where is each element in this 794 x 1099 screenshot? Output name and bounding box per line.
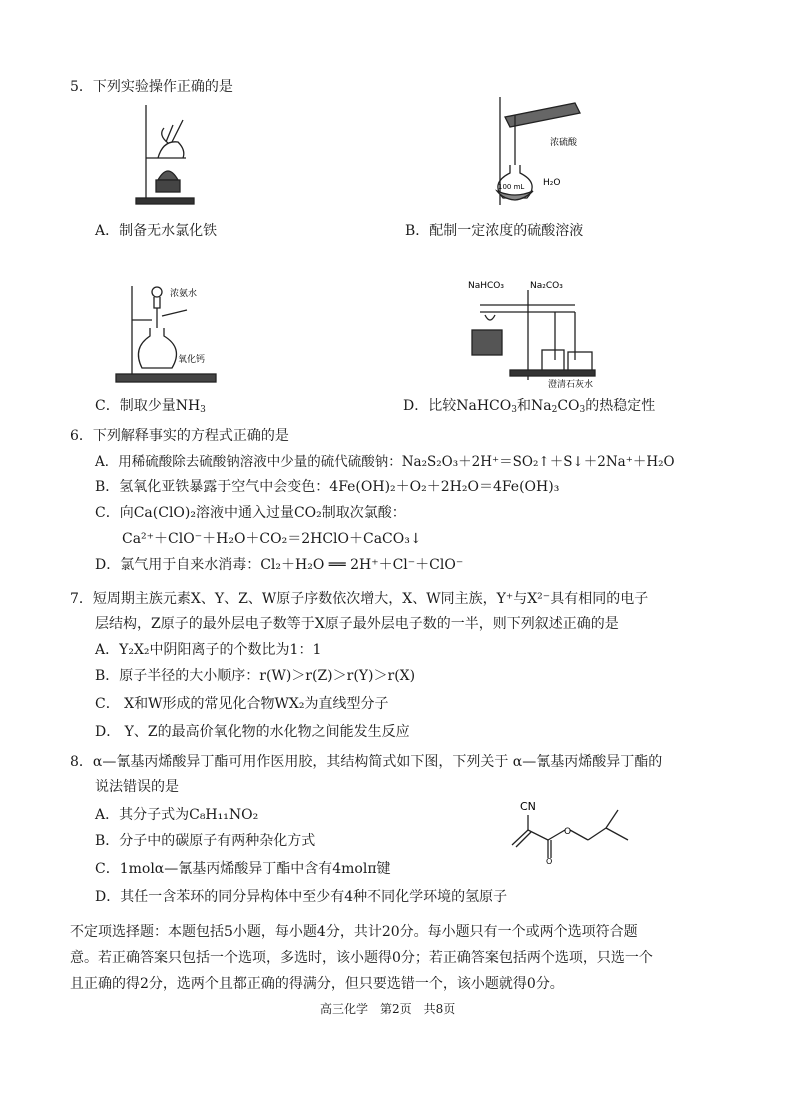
figure-b-label-volume: 100 mL	[498, 183, 525, 191]
instruction-line2: 意。若正确答案只包括一个选项，多选时，该小题得0分；若正确答案包括两个选项，只选一个	[70, 950, 653, 966]
q8-structure-label-cn: CN	[520, 800, 536, 813]
figure-c-label-cao: 氧化钙	[178, 355, 206, 365]
figure-d-thermal-stability-apparatus	[460, 270, 600, 390]
q8-option-d: D．其任一含苯环的同分异构体中至少有4种不同化学环境的氢原子	[95, 889, 508, 905]
figure-d-label-limewater: 澄清石灰水	[548, 380, 594, 390]
q6-option-b: B．氢氧化亚铁暴露于空气中会变色：4Fe(OH)₂＋O₂＋2H₂O＝4Fe(OH)₃	[95, 479, 560, 495]
q5-option-d: D．比较NaHCO$_3$和$Na_2CO_3$的热稳定性	[403, 398, 656, 415]
svg-text:O: O	[546, 857, 553, 865]
q6-option-c: C．向Ca(ClO)₂溶液中通入过量CO₂制取次氯酸：	[95, 505, 406, 521]
instruction-line3: 且正确的得2分，选两个且都正确的得满分，但只要选错一个，该小题就得0分。	[70, 976, 564, 992]
q6-option-c-equation: Ca²⁺＋ClO⁻＋H₂O＋CO₂＝2HClO＋CaCO₃↓	[122, 531, 422, 547]
q6-stem: 6．下列解释事实的方程式正确的是	[70, 428, 289, 444]
q8-option-b: B．分子中的碳原子有两种杂化方式	[95, 833, 316, 849]
figure-b-volumetric-flask	[485, 95, 595, 210]
page-footer: 高三化学 第2页 共8页	[320, 1002, 456, 1016]
instruction-line1: 不定项选择题：本题包括5小题，每小题4分，共计20分。每小题只有一个或两个选项符合题	[70, 924, 638, 940]
q8-stem-line1: 8．α—氰基丙烯酸异丁酯可用作医用胶，其结构简式如下图，下列关于 α—氰基丙烯酸异丁酯的	[70, 754, 663, 770]
figure-b-label-water: H₂O	[543, 178, 561, 188]
q7-option-c: C． X和W形成的常见化合物WX₂为直线型分子	[95, 696, 389, 712]
q5-option-a: A．制备无水氯化铁	[95, 223, 218, 239]
figure-d-label-na2co3: Na₂CO₃	[530, 281, 563, 291]
q7-option-a: A．Y₂X₂中阴阳离子的个数比为1：1	[95, 642, 322, 658]
q8-option-c: C．1molα—氰基丙烯酸异丁酯中含有4molπ键	[95, 861, 391, 877]
q7-option-b: B．原子半径的大小顺序：r(W)＞r(Z)＞r(Y)＞r(X)	[95, 668, 416, 684]
figure-c-label-ammonia-water: 浓氨水	[170, 289, 198, 299]
q5-option-b: B．配制一定浓度的硫酸溶液	[405, 223, 584, 239]
q5-stem: 5．下列实验操作正确的是	[70, 79, 233, 95]
figure-a-heating-apparatus	[128, 100, 203, 210]
q7-option-d: D． Y、Z的最高价氧化物的水化物之间能发生反应	[95, 724, 410, 740]
q8-stem-line2: 说法错误的是	[95, 779, 179, 795]
q6-option-d: D．氯气用于自来水消毒：Cl₂＋H₂O ══ 2H⁺＋Cl⁻＋ClO⁻	[95, 557, 464, 573]
svg-text:O: O	[564, 827, 572, 837]
q7-stem-line1: 7．短周期主族元素X、Y、Z、W原子序数依次增大，X、W同主族，Y⁺与X²⁻具有相同的电子	[70, 591, 649, 607]
q7-stem-line2: 层结构，Z原子的最外层电子数等于X原子最外层电子数的一半，则下列叙述正确的是	[95, 616, 619, 632]
q5-option-c: C．制取少量$NH_3$	[95, 398, 206, 415]
q8-option-a: A．其分子式为C₈H₁₁NO₂	[95, 807, 259, 823]
figure-d-label-nahco3: NaHCO₃	[468, 281, 504, 291]
q6-option-a: A．用稀硫酸除去硫酸钠溶液中少量的硫代硫酸钠：Na₂S₂O₃＋2H⁺＝SO₂↑＋S↓＋2Na⁺＋H₂O	[95, 454, 675, 470]
q8-structure-diagram	[500, 790, 650, 865]
figure-b-label-acid: 浓硫酸	[550, 138, 578, 148]
figure-c-ammonia-apparatus	[112, 278, 242, 388]
